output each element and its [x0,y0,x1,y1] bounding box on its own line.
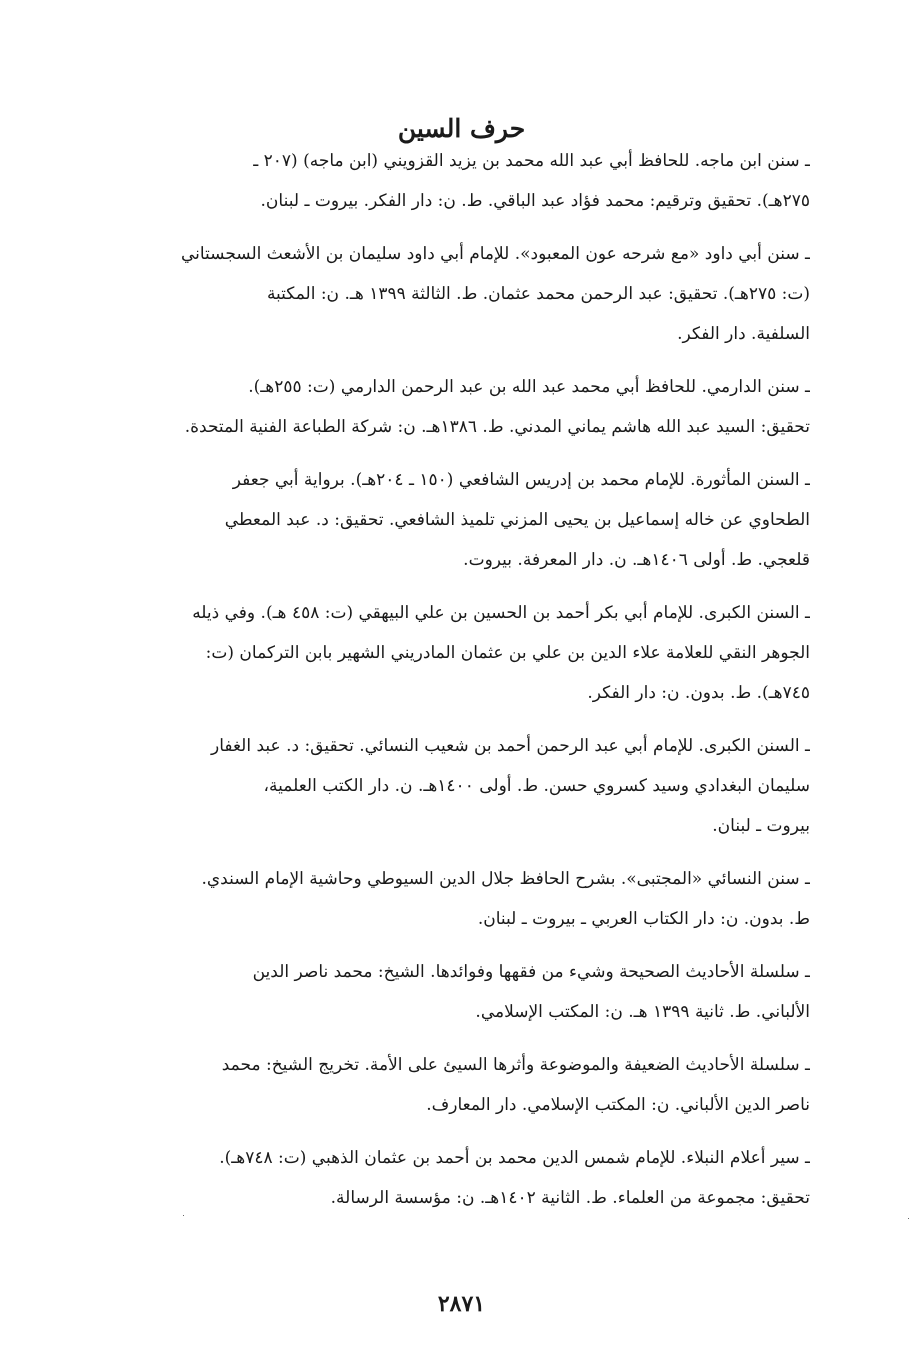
entry-line: ـ سنن الدارمي. للحافظ أبي محمد عبد الله بن عبد الرحمن الدارمي (ت: ٢٥٥هـ). [248,377,810,397]
entry-line: ـ سلسلة الأحاديث الضعيفة والموضوعة وأثرها السيئ على الأمة. تخريج الشيخ: محمد [221,1055,810,1075]
entry-line: ناصر الدين الألباني. ن: المكتب الإسلامي. دار المعارف. [426,1095,810,1115]
bibliography-entry [130,367,810,447]
bibliography-entry [130,859,810,939]
entry-line: الطحاوي عن خاله إسماعيل بن يحيى المزني تلميذ الشافعي. تحقيق: د. عبد المعطي [224,510,810,530]
entry-line: ـ سنن ابن ماجه. للحافظ أبي عبد الله محمد بن يزيد القزويني (ابن ماجه) (٢٠٧ ـ [253,151,810,171]
entry-line: قلعجي. ط. أولى ١٤٠٦هـ. ن. دار المعرفة. بيروت. [463,550,810,570]
entry-line: ـ السنن المأثورة. للإمام محمد بن إدريس الشافعي (١٥٠ ـ ٢٠٤هـ). برواية أبي جعفر [232,470,810,490]
bibliography-entry [130,726,810,846]
entry-line: سليمان البغدادي وسيد كسروي حسن. ط. أولى ١٤٠٠هـ. ن. دار الكتب العلمية، [263,776,810,796]
entry-line: تحقيق: السيد عبد الله هاشم يماني المدني. ط. ١٣٨٦هـ. ن: شركة الطباعة الفنية المتحدة. [184,417,810,437]
entry-line: الجوهر النقي للعلامة علاء الدين بن علي بن عثمان المادريني الشهير بابن التركمان (ت: [205,643,810,663]
bibliography-list [130,141,810,1231]
entry-line: (ت: ٢٧٥هـ). تحقيق: عبد الرحمن محمد عثمان. ط. الثالثة ١٣٩٩ هـ. ن: المكتبة [266,284,810,304]
bibliography-entry [130,1138,810,1218]
bibliography-entry [130,234,810,354]
entry-line: ٢٧٥هـ). تحقيق وترقيم: محمد فؤاد عبد الباقي. ط. ن: دار الفكر. بيروت ـ لبنان. [260,191,810,211]
entry-line: بيروت ـ لبنان. [712,816,810,836]
entry-line: ـ السنن الكبرى. للإمام أبي بكر أحمد بن الحسين بن علي البيهقي (ت: ٤٥٨ هـ). وفي ذيله [192,603,810,623]
bibliography-entry [130,593,810,713]
entry-line: السلفية. دار الفكر. [677,324,810,344]
entry-line: الألباني. ط. ثانية ١٣٩٩ هـ. ن: المكتب الإسلامي. [475,1002,810,1022]
bibliography-entry [130,952,810,1032]
bibliography-entry [130,1045,810,1125]
entry-line: ـ سير أعلام النبلاء. للإمام شمس الدين محمد بن أحمد بن عثمان الذهبي (ت: ٧٤٨هـ). [219,1148,810,1168]
bibliography-entry [130,141,810,221]
page-number: ٢٨٧١ [437,1291,486,1317]
entry-line: ـ سلسلة الأحاديث الصحيحة وشيء من فقهها وفوائدها. الشيخ: محمد ناصر الدين [252,962,810,982]
entry-line: ٧٤٥هـ). ط. بدون. ن: دار الفكر. [587,683,810,703]
scan-speck [908,1218,909,1219]
entry-line: ط. بدون. ن: دار الكتاب العربي ـ بيروت ـ لبنان. [477,909,810,929]
entry-line: تحقيق: مجموعة من العلماء. ط. الثانية ١٤٠٢هـ. ن: مؤسسة الرسالة. [330,1188,810,1208]
entry-line: ـ سنن النسائي «المجتبى». بشرح الحافظ جلال الدين السيوطي وحاشية الإمام السندي. [201,869,810,889]
scan-speck [183,1215,184,1216]
section-heading: حرف السين [397,113,526,143]
entry-line: ـ سنن أبي داود «مع شرحه عون المعبود». للإمام أبي داود سليمان بن الأشعث السجستاني [180,244,810,264]
bibliography-entry [130,460,810,580]
entry-line: ـ السنن الكبرى. للإمام أبي عبد الرحمن أحمد بن شعيب النسائي. تحقيق: د. عبد الغفار [210,736,810,756]
